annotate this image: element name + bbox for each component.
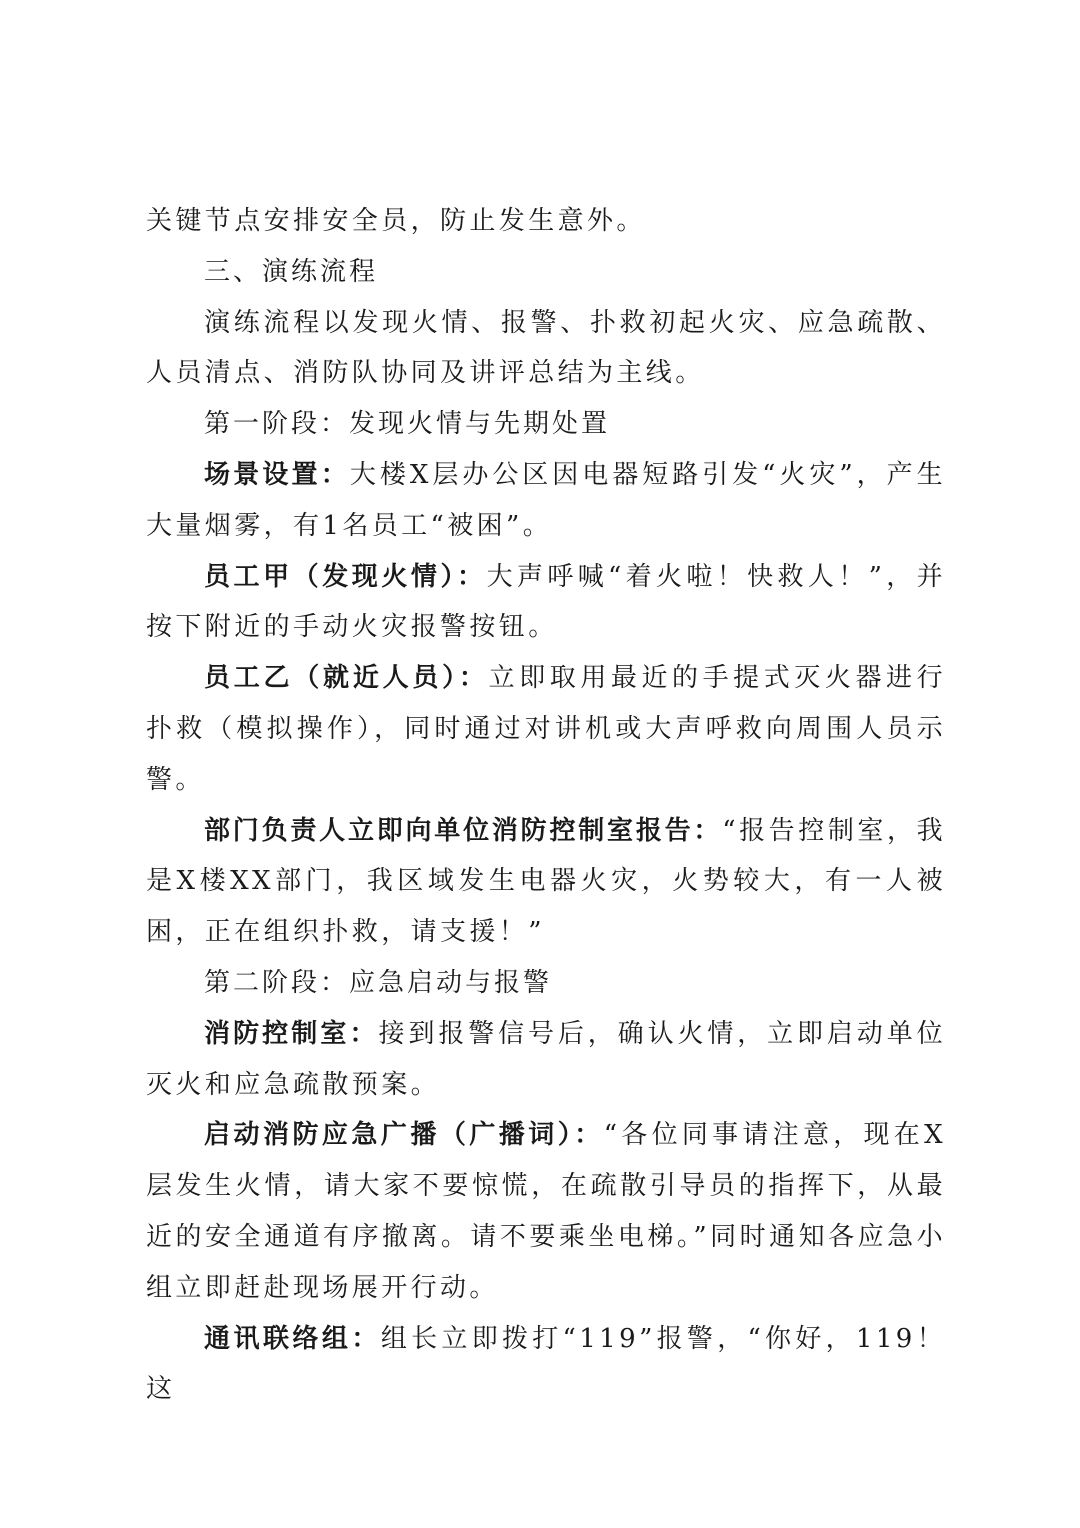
label-control-room: 消防控制室： bbox=[204, 1018, 379, 1049]
text-scenario: 大楼X层办公区因电器短路引发“火灾”，产生大量烟雾，有1名员工“被困”。 bbox=[146, 459, 946, 541]
paragraph-scenario bbox=[146, 450, 946, 552]
paragraph-broadcast bbox=[146, 1110, 946, 1313]
paragraph-employee-b bbox=[146, 653, 946, 805]
text-employee-a: 大声呼喊“着火啦！快救人！”，并按下附近的手动火灾报警按钮。 bbox=[146, 561, 946, 643]
text-control-room: 接到报警信号后，确认火情，立即启动单位灭火和应急疏散预案。 bbox=[146, 1018, 946, 1100]
label-broadcast: 启动消防应急广播（广播词）： bbox=[204, 1120, 604, 1151]
label-communication-group: 通讯联络组： bbox=[204, 1323, 381, 1354]
paragraph-safety-officer: 关键节点安排安全员，防止发生意外。 bbox=[146, 206, 646, 236]
paragraph-control-room bbox=[146, 1009, 946, 1111]
text-employee-b: 立即取用最近的手提式灭火器进行扑救（模拟操作），同时通过对讲机或大声呼救向周围人员示警。 bbox=[146, 663, 946, 795]
text-department-report: “报告控制室，我是X楼XX部门，我区域发生电器火灾，火势较大，有一人被困，正在组织扑救，请支援！” bbox=[146, 815, 946, 948]
document-page bbox=[146, 196, 946, 1415]
label-scenario: 场景设置： bbox=[204, 459, 350, 490]
stage-heading-one: 第一阶段：发现火情与先期处置 bbox=[204, 409, 611, 440]
label-department-report: 部门负责人立即向单位消防控制室报告： bbox=[204, 815, 723, 846]
paragraph-department-report bbox=[146, 806, 946, 958]
text-broadcast: “各位同事请注意，现在X层发生火情，请大家不要惊慌，在疏散引导员的指挥下，从最近的安全通道有序撤离。请不要乘坐电梯。”同时通知各应急小组立即赶赴现场展开行动。 bbox=[146, 1120, 946, 1303]
label-employee-a: 员工甲（发现火情）： bbox=[204, 561, 487, 592]
label-employee-b: 员工乙（就近人员）： bbox=[204, 663, 489, 694]
stage-heading-two: 第二阶段：应急启动与报警 bbox=[204, 967, 553, 998]
text-communication-group: 组长立即拨打“119”报警，“你好，119！这 bbox=[146, 1323, 946, 1405]
paragraph-employee-a bbox=[146, 552, 946, 654]
paragraph-drill-overview: 演练流程以发现火情、报警、扑救初起火灾、应急疏散、人员清点、消防队协同及讲评总结为主线。 bbox=[146, 307, 946, 389]
section-heading-drill-process: 三、演练流程 bbox=[204, 256, 379, 287]
paragraph-communication-group bbox=[146, 1314, 946, 1416]
